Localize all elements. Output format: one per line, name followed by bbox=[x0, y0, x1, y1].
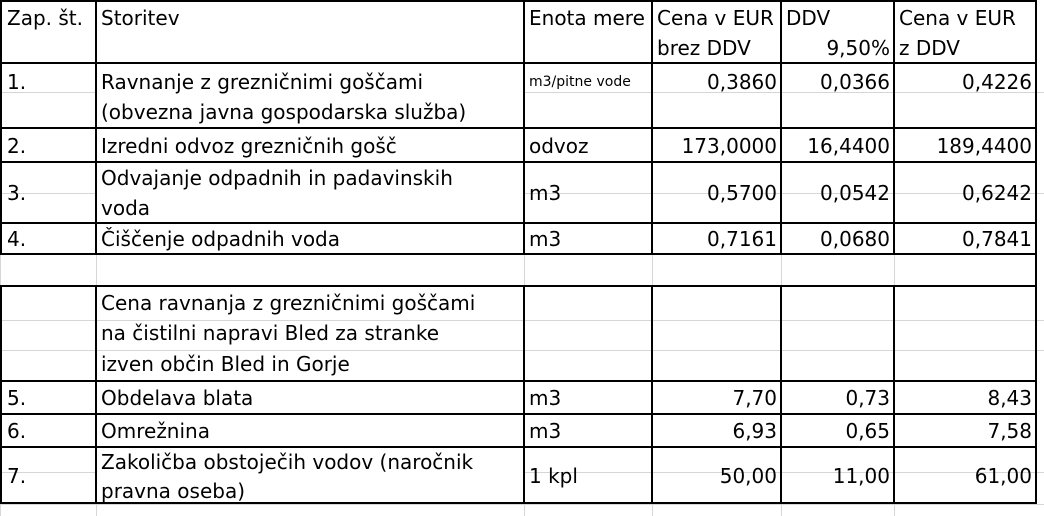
row-4-cena: 0,7161 bbox=[707, 227, 777, 251]
row-7-cena: 50,00 bbox=[719, 464, 777, 488]
header-cena-z-sub: z DDV bbox=[899, 36, 960, 60]
row-6-cena: 6,93 bbox=[732, 419, 777, 443]
row-3-cena-z: 0,6242 bbox=[962, 181, 1032, 205]
row-4-ddv: 0,0680 bbox=[820, 227, 890, 251]
row-4-enota: m3 bbox=[529, 227, 562, 251]
gridline bbox=[652, 254, 653, 286]
header-cena-sub: brez DDV bbox=[657, 36, 751, 60]
row-1-cena: 0,3860 bbox=[707, 70, 777, 94]
row-1-storitev-line1: Ravnanje z grezničnimi goščami bbox=[101, 70, 424, 94]
gridline bbox=[0, 504, 1044, 505]
border bbox=[0, 380, 1036, 382]
row-2-cena-z: 189,4400 bbox=[936, 134, 1032, 158]
row-5-zap: 5. bbox=[7, 386, 27, 410]
row-1-storitev-line2: (obvezna javna gospodarska služba) bbox=[101, 100, 467, 124]
row-1-ddv: 0,0366 bbox=[820, 70, 890, 94]
border bbox=[0, 413, 1036, 415]
gridline bbox=[894, 504, 895, 516]
border bbox=[523, 0, 525, 254]
row-1-enota: m3/pitne vode bbox=[529, 74, 631, 90]
gridline bbox=[524, 254, 525, 286]
row-7-cena-z: 61,00 bbox=[974, 464, 1032, 488]
row-6-cena-z: 7,58 bbox=[987, 419, 1032, 443]
row-3-storitev-line1: Odvajanje odpadnih in padavinskih bbox=[101, 166, 453, 190]
header-cena: Cena v EUR bbox=[657, 6, 774, 30]
row-7-enota: 1 kpl bbox=[529, 464, 578, 488]
row-5-cena-z: 8,43 bbox=[987, 386, 1032, 410]
row-6-enota: m3 bbox=[529, 419, 562, 443]
row-7-ddv: 11,00 bbox=[832, 464, 890, 488]
note-line2: na čistilni napravi Bled za stranke bbox=[101, 321, 439, 345]
row-5-storitev: Obdelava blata bbox=[101, 386, 254, 410]
row-3-enota: m3 bbox=[529, 181, 562, 205]
border bbox=[0, 286, 2, 504]
header-ddv: DDV bbox=[786, 6, 831, 30]
gridline bbox=[96, 254, 97, 286]
header-ddv-rate: 9,50% bbox=[826, 36, 890, 60]
header-cena-z: Cena v EUR bbox=[899, 6, 1016, 30]
border bbox=[0, 285, 1036, 287]
row-5-ddv: 0,73 bbox=[845, 386, 890, 410]
row-3-cena: 0,5700 bbox=[707, 181, 777, 205]
row-2-zap: 2. bbox=[7, 134, 27, 158]
header-storitev: Storitev bbox=[101, 6, 180, 30]
note-line1: Cena ravnanja z grezničnimi goščami bbox=[101, 291, 476, 315]
row-2-enota: odvoz bbox=[529, 134, 589, 158]
header-zap: Zap. št. bbox=[7, 6, 83, 30]
row-6-storitev: Omrežnina bbox=[101, 419, 210, 443]
row-7-zap: 7. bbox=[7, 464, 27, 488]
row-4-cena-z: 0,7841 bbox=[962, 227, 1032, 251]
row-6-ddv: 0,65 bbox=[845, 419, 890, 443]
row-3-storitev-line2: voda bbox=[101, 196, 151, 220]
gridline bbox=[894, 254, 895, 286]
row-2-storitev: Izredni odvoz grezničnih gošč bbox=[101, 134, 397, 158]
row-3-zap: 3. bbox=[7, 181, 27, 205]
row-5-enota: m3 bbox=[529, 386, 562, 410]
border bbox=[0, 127, 1036, 129]
row-4-zap: 4. bbox=[7, 227, 27, 251]
gridline bbox=[781, 504, 782, 516]
row-7-storitev-line1: Zakoličba obstoječih vodov (naročnik bbox=[101, 450, 474, 474]
gridline bbox=[781, 254, 782, 286]
gridline bbox=[96, 504, 97, 516]
row-2-cena: 173,0000 bbox=[681, 134, 777, 158]
border bbox=[1035, 0, 1037, 504]
border bbox=[0, 0, 2, 254]
row-2-ddv: 16,4400 bbox=[807, 134, 890, 158]
row-4-storitev: Čiščenje odpadnih voda bbox=[101, 227, 341, 251]
row-6-zap: 6. bbox=[7, 419, 27, 443]
gridline bbox=[652, 504, 653, 516]
row-5-cena: 7,70 bbox=[732, 386, 777, 410]
row-7-storitev-line2: pravna oseba) bbox=[101, 479, 246, 503]
row-1-zap: 1. bbox=[7, 70, 27, 94]
border bbox=[0, 0, 1036, 2]
row-3-ddv: 0,0542 bbox=[820, 181, 890, 205]
header-enota: Enota mere bbox=[529, 6, 645, 30]
gridline bbox=[524, 504, 525, 516]
note-line3: izven občin Bled in Gorje bbox=[101, 352, 350, 376]
row-1-cena-z: 0,4226 bbox=[962, 70, 1032, 94]
